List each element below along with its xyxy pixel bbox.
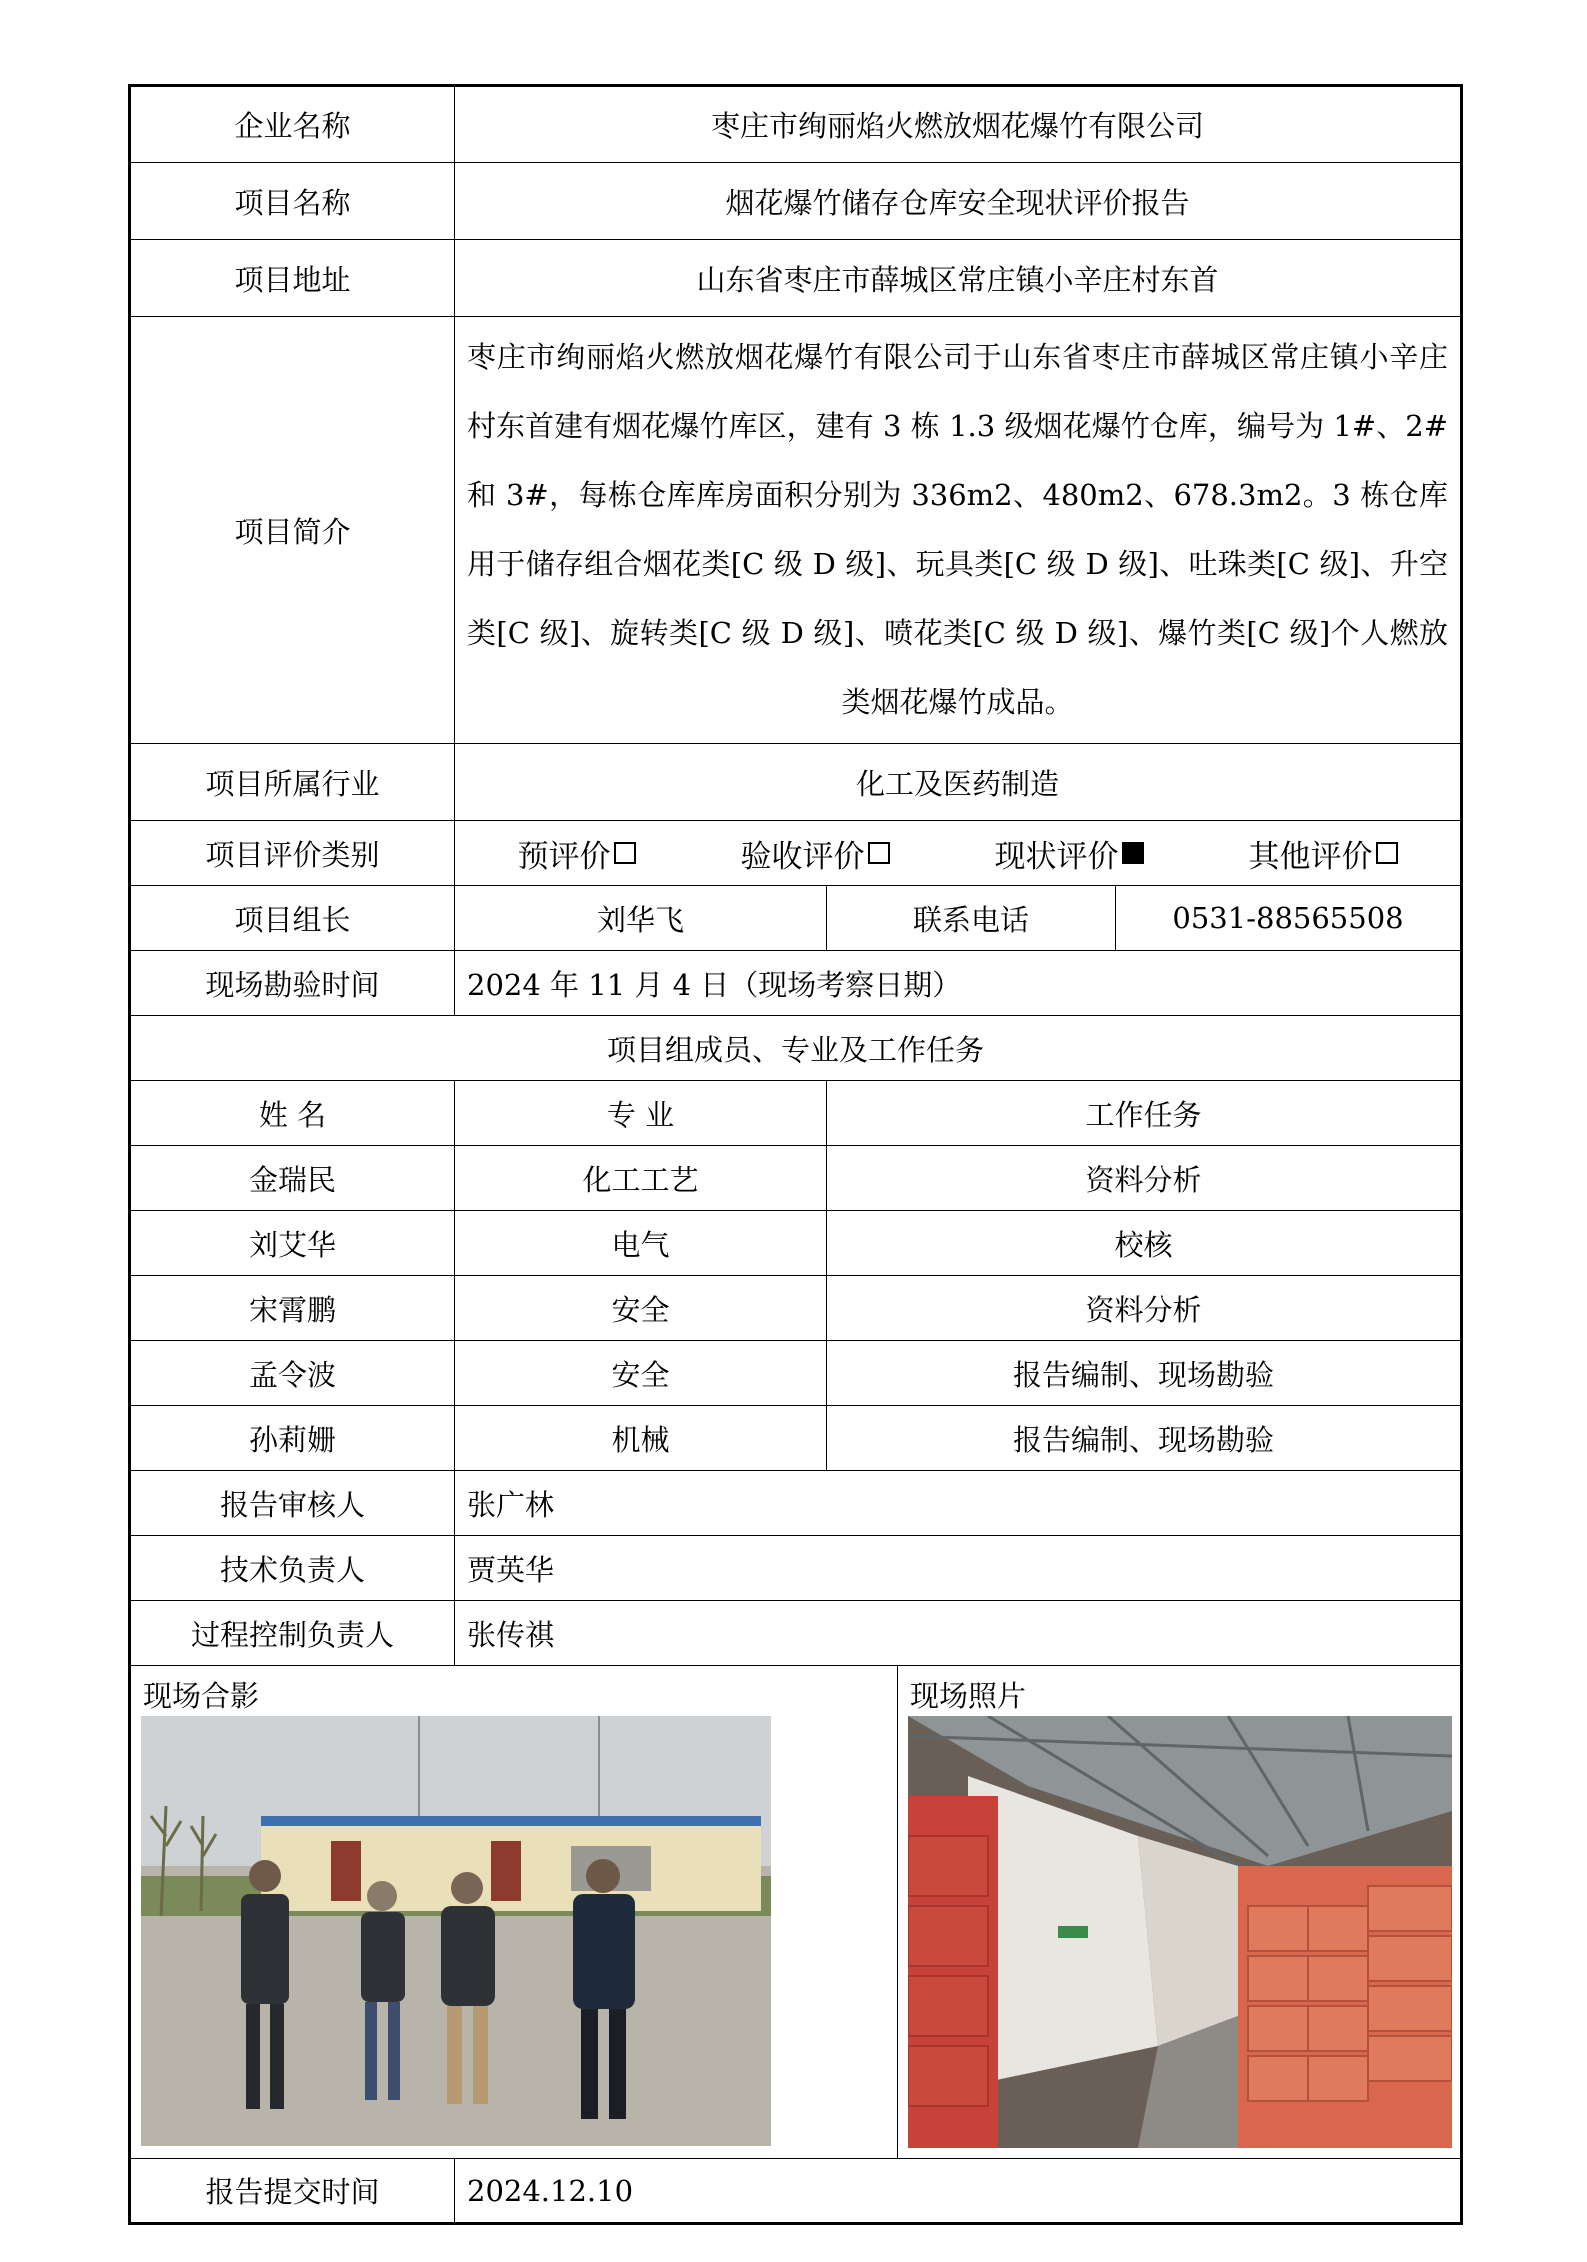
team-member-name: 孙莉姗: [130, 1406, 455, 1471]
option-other-evaluation-checkbox[interactable]: [1376, 842, 1398, 864]
row-survey-date: [130, 951, 1462, 1016]
leader-value: 刘华飞: [455, 886, 827, 951]
team-row: [130, 1276, 1462, 1341]
site-photo-image: [908, 1716, 1452, 2148]
site-photo-cell: [898, 1666, 1462, 2159]
team-member-name: 金瑞民: [130, 1146, 455, 1211]
row-address: [130, 240, 1462, 317]
row-leader: [130, 886, 1462, 951]
category-label: 项目评价类别: [130, 821, 455, 886]
company-value: 枣庄市绚丽焰火燃放烟花爆竹有限公司: [455, 86, 1462, 163]
team-member-name: 孟令波: [130, 1341, 455, 1406]
option-status-evaluation-checkbox[interactable]: [1122, 842, 1144, 864]
intro-value: 枣庄市绚丽焰火燃放烟花爆竹有限公司于山东省枣庄市薛城区常庄镇小辛庄村东首建有烟花爆竹库区，建有 3 栋 1.3 级烟花爆竹仓库，编号为 1#、2#和 3#，每栋仓库库房面积分别为 336m2、480m2、678.3m2。3 栋仓库用于储存组合烟花类[C 级 D 级]、玩具类[C 级 D 级]、吐珠类[C 级]、升空类[C 级]、旋转类[C 级 D 级]、喷花类[C 级 D 级]、爆竹类[C 级]个人燃放类烟花爆竹成品。: [455, 317, 1462, 744]
category-options: [455, 821, 1462, 886]
submit-value: 2024.12.10: [455, 2159, 1462, 2224]
option-status-evaluation[interactable]: [995, 831, 1144, 876]
process-label: 过程控制负责人: [130, 1601, 455, 1666]
project-info-table: [128, 84, 1463, 2225]
industry-value: 化工及医药制造: [455, 744, 1462, 821]
team-row: [130, 1146, 1462, 1211]
row-reviewer: [130, 1471, 1462, 1536]
address-value: 山东省枣庄市薛城区常庄镇小辛庄村东首: [455, 240, 1462, 317]
reviewer-value: 张广林: [455, 1471, 1462, 1536]
option-other-evaluation[interactable]: [1249, 831, 1398, 876]
phone-label: 联系电话: [827, 886, 1116, 951]
site-photo: [908, 1716, 1452, 2148]
option-acceptance-evaluation[interactable]: [741, 831, 890, 876]
team-header-name: 姓 名: [130, 1081, 455, 1146]
team-row: [130, 1341, 1462, 1406]
team-member-major: 机械: [455, 1406, 827, 1471]
project-value: 烟花爆竹储存仓库安全现状评价报告: [455, 163, 1462, 240]
team-member-task: 报告编制、现场勘验: [827, 1406, 1462, 1471]
row-team-title: [130, 1016, 1462, 1081]
tech-value: 贾英华: [455, 1536, 1462, 1601]
option-pre-evaluation-checkbox[interactable]: [614, 842, 636, 864]
tech-label: 技术负责人: [130, 1536, 455, 1601]
row-company: [130, 86, 1462, 163]
group-photo-label: 现场合影: [143, 1679, 260, 1713]
leader-label: 项目组长: [130, 886, 455, 951]
team-header-major: 专 业: [455, 1081, 827, 1146]
row-tech: [130, 1536, 1462, 1601]
phone-value: 0531-88565508: [1116, 886, 1462, 951]
team-header-task: 工作任务: [827, 1081, 1462, 1146]
option-pre-evaluation-label: 预评价: [517, 838, 611, 875]
option-other-evaluation-label: 其他评价: [1248, 838, 1373, 875]
row-team-header: [130, 1081, 1462, 1146]
industry-label: 项目所属行业: [130, 744, 455, 821]
survey-label: 现场勘验时间: [130, 951, 455, 1016]
row-photos: [130, 1666, 1462, 2159]
group-photo: [141, 1716, 771, 2146]
address-label: 项目地址: [130, 240, 455, 317]
row-intro: [130, 317, 1462, 744]
team-member-task: 报告编制、现场勘验: [827, 1341, 1462, 1406]
group-photo-image: [141, 1716, 771, 2146]
team-member-name: 刘艾华: [130, 1211, 455, 1276]
row-process: [130, 1601, 1462, 1666]
team-member-major: 电气: [455, 1211, 827, 1276]
team-member-task: 资料分析: [827, 1276, 1462, 1341]
team-member-name: 宋霄鹏: [130, 1276, 455, 1341]
process-value: 张传祺: [455, 1601, 1462, 1666]
evaluation-form: [128, 84, 1460, 2225]
row-industry: [130, 744, 1462, 821]
survey-value: 2024 年 11 月 4 日（现场考察日期）: [455, 951, 1462, 1016]
project-label: 项目名称: [130, 163, 455, 240]
intro-label: 项目简介: [130, 317, 455, 744]
submit-label: 报告提交时间: [130, 2159, 455, 2224]
team-member-major: 安全: [455, 1341, 827, 1406]
reviewer-label: 报告审核人: [130, 1471, 455, 1536]
row-project: [130, 163, 1462, 240]
option-pre-evaluation[interactable]: [518, 831, 636, 876]
team-row: [130, 1211, 1462, 1276]
team-member-major: 安全: [455, 1276, 827, 1341]
team-member-task: 资料分析: [827, 1146, 1462, 1211]
team-section-title: 项目组成员、专业及工作任务: [130, 1016, 1462, 1081]
team-row: [130, 1406, 1462, 1471]
row-category: [130, 821, 1462, 886]
company-label: 企业名称: [130, 86, 455, 163]
option-acceptance-evaluation-checkbox[interactable]: [868, 842, 890, 864]
group-photo-cell: [130, 1666, 898, 2159]
option-status-evaluation-label: 现状评价: [994, 838, 1119, 875]
site-photo-label: 现场照片: [910, 1679, 1027, 1713]
team-member-task: 校核: [827, 1211, 1462, 1276]
option-acceptance-evaluation-label: 验收评价: [740, 838, 865, 875]
team-member-major: 化工工艺: [455, 1146, 827, 1211]
row-submit: [130, 2159, 1462, 2224]
